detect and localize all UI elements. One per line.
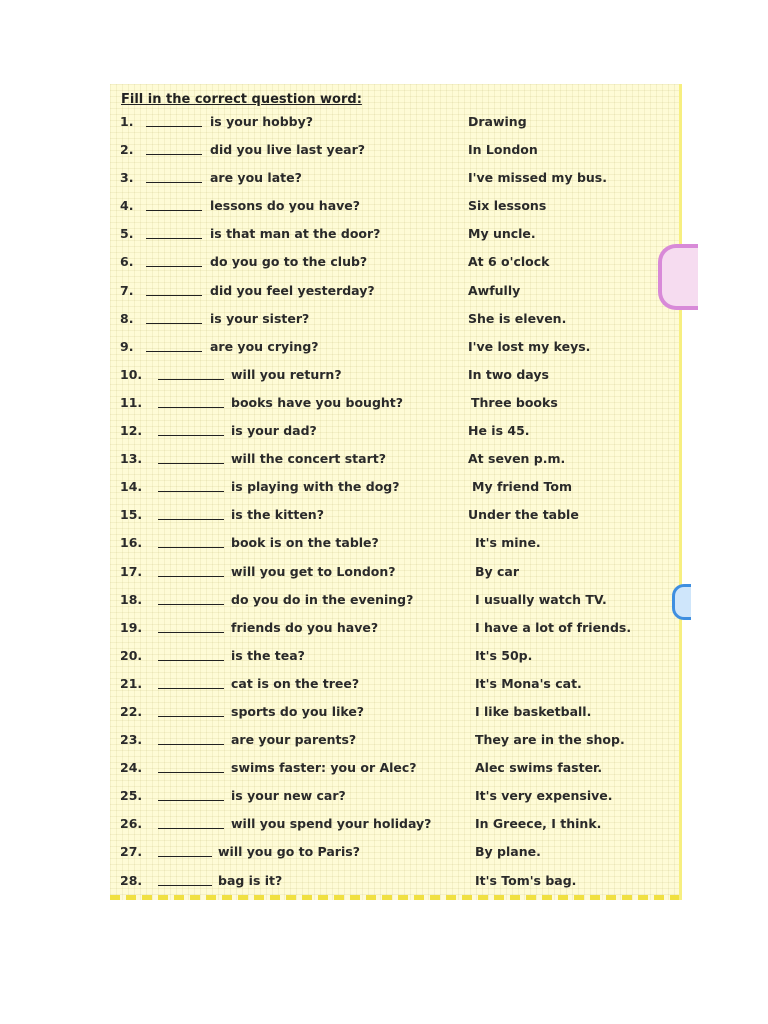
answer-text: In two days <box>468 366 549 382</box>
question-row <box>120 588 680 616</box>
question-text: is your dad? <box>231 423 317 439</box>
answer-blank <box>146 170 202 183</box>
item-number: 1. <box>120 114 134 129</box>
answer-blank <box>146 311 202 324</box>
answer-blank <box>158 451 224 464</box>
question-text: is playing with the dog? <box>231 479 400 495</box>
item-number: 9. <box>120 338 134 354</box>
answer-blank <box>158 592 224 605</box>
question-text: do you do in the evening? <box>231 591 414 607</box>
answer-blank <box>158 620 224 633</box>
answer-text: I have a lot of friends. <box>475 619 632 635</box>
item-number: 2. <box>120 142 134 158</box>
question-text: is that man at the door? <box>210 226 381 242</box>
question-row <box>120 756 680 784</box>
answer-blank <box>158 535 224 548</box>
item-number: 26. <box>120 816 143 832</box>
question-row <box>120 700 680 728</box>
item-number: 6. <box>120 254 134 270</box>
answer-text: In London <box>468 142 538 158</box>
question-row <box>120 503 680 531</box>
answer-blank <box>146 254 202 267</box>
question-text: book is on the table? <box>231 535 379 551</box>
question-row <box>120 222 680 250</box>
question-row <box>120 728 680 756</box>
answer-blank <box>146 198 202 211</box>
item-number: 10. <box>120 366 143 382</box>
answer-text: Drawing <box>468 114 527 129</box>
dashed-border <box>110 895 679 900</box>
answer-blank <box>158 844 212 857</box>
item-number: 18. <box>120 591 143 607</box>
question-text: will you get to London? <box>231 563 396 579</box>
answer-blank <box>158 816 224 829</box>
question-row <box>120 138 680 166</box>
question-row <box>120 335 680 363</box>
question-text: will you spend your holiday? <box>231 816 432 832</box>
question-row <box>120 840 680 868</box>
question-row <box>120 812 680 840</box>
answer-text: He is 45. <box>468 423 530 439</box>
question-row <box>120 869 680 897</box>
item-number: 19. <box>120 619 143 635</box>
answer-text: Awfully <box>468 282 521 298</box>
question-row <box>120 475 680 503</box>
question-text: cat is on the tree? <box>231 675 360 691</box>
answer-text: My friend Tom <box>472 479 572 495</box>
item-number: 20. <box>120 647 143 663</box>
question-text: is your sister? <box>210 310 310 326</box>
answer-text: It's mine. <box>475 535 541 551</box>
answer-blank <box>158 648 224 661</box>
question-text: is your hobby? <box>210 114 314 129</box>
answer-text: Alec swims faster. <box>475 760 603 776</box>
answer-text: Six lessons <box>468 198 547 214</box>
item-number: 7. <box>120 282 134 298</box>
answer-blank <box>146 226 202 239</box>
answer-text: I've missed my bus. <box>468 170 607 186</box>
answer-blank <box>146 142 202 155</box>
item-number: 16. <box>120 535 143 551</box>
item-number: 27. <box>120 844 143 860</box>
answer-blank <box>158 367 224 380</box>
worksheet-title: Fill in the correct question word: <box>121 92 362 107</box>
question-text: books have you bought? <box>231 394 404 410</box>
question-row <box>120 616 680 644</box>
question-text: did you live last year? <box>210 142 366 158</box>
answer-text: At seven p.m. <box>468 451 566 467</box>
item-number: 4. <box>120 198 134 214</box>
answer-text: By plane. <box>475 844 541 860</box>
worksheet <box>110 84 682 900</box>
question-row <box>120 166 680 194</box>
question-text: do you go to the club? <box>210 254 368 270</box>
answer-blank <box>158 507 224 520</box>
question-row <box>120 279 680 307</box>
answer-blank <box>146 339 202 352</box>
item-number: 22. <box>120 703 143 719</box>
question-row <box>120 307 680 335</box>
answer-blank <box>158 423 224 436</box>
answer-text: It's very expensive. <box>475 788 613 804</box>
answer-blank <box>158 873 212 886</box>
question-row <box>120 560 680 588</box>
question-text: sports do you like? <box>231 703 365 719</box>
question-row <box>120 447 680 475</box>
answer-text: At 6 o'clock <box>468 254 550 270</box>
answer-text: I like basketball. <box>475 703 592 719</box>
answer-text: I've lost my keys. <box>468 338 591 354</box>
item-number: 3. <box>120 170 134 186</box>
question-row <box>120 250 680 278</box>
item-number: 11. <box>120 394 143 410</box>
question-row <box>120 644 680 672</box>
question-text: are you late? <box>210 170 302 186</box>
question-text: friends do you have? <box>231 619 379 635</box>
item-number: 5. <box>120 226 134 242</box>
answer-text: It's Tom's bag. <box>475 872 577 888</box>
question-row <box>120 419 680 447</box>
item-number: 8. <box>120 310 134 326</box>
answer-blank <box>146 283 202 296</box>
answer-text: In Greece, I think. <box>475 816 602 832</box>
question-row <box>120 672 680 700</box>
question-text: will you go to Paris? <box>218 844 360 860</box>
answer-blank <box>158 564 224 577</box>
question-list <box>120 110 680 897</box>
answer-text: Under the table <box>468 507 579 523</box>
question-text: are your parents? <box>231 732 357 748</box>
item-number: 24. <box>120 760 143 776</box>
answer-blank <box>158 479 224 492</box>
question-row <box>120 531 680 559</box>
question-text: did you feel yesterday? <box>210 282 375 298</box>
question-text: will the concert start? <box>231 451 386 467</box>
answer-text: She is eleven. <box>468 310 567 326</box>
question-text: swims faster: you or Alec? <box>231 760 417 776</box>
item-number: 28. <box>120 872 143 888</box>
answer-text: It's 50p. <box>475 647 533 663</box>
item-number: 25. <box>120 788 143 804</box>
answer-blank <box>158 395 224 408</box>
item-number: 15. <box>120 507 143 523</box>
question-text: will you return? <box>231 366 342 382</box>
item-number: 21. <box>120 675 143 691</box>
answer-blank <box>158 676 224 689</box>
answer-text: It's Mona's cat. <box>475 675 582 691</box>
question-row <box>120 194 680 222</box>
answer-blank <box>158 788 224 801</box>
question-row <box>120 110 680 138</box>
answer-blank <box>146 114 202 127</box>
answer-text: They are in the shop. <box>475 732 625 748</box>
answer-text: Three books <box>471 394 558 410</box>
item-number: 17. <box>120 563 143 579</box>
question-row <box>120 784 680 812</box>
item-number: 14. <box>120 479 143 495</box>
answer-blank <box>158 760 224 773</box>
answer-blank <box>158 704 224 717</box>
question-text: bag is it? <box>218 872 283 888</box>
answer-blank <box>158 732 224 745</box>
item-number: 13. <box>120 451 143 467</box>
question-text: is the tea? <box>231 647 305 663</box>
question-row <box>120 363 680 391</box>
question-text: is the kitten? <box>231 507 324 523</box>
question-text: lessons do you have? <box>210 198 361 214</box>
answer-text: I usually watch TV. <box>475 591 607 607</box>
answer-text: By car <box>475 563 520 579</box>
question-text: is your new car? <box>231 788 346 804</box>
question-text: are you crying? <box>210 338 319 354</box>
item-number: 12. <box>120 423 143 439</box>
item-number: 23. <box>120 732 143 748</box>
question-row <box>120 391 680 419</box>
answer-text: My uncle. <box>468 226 536 242</box>
